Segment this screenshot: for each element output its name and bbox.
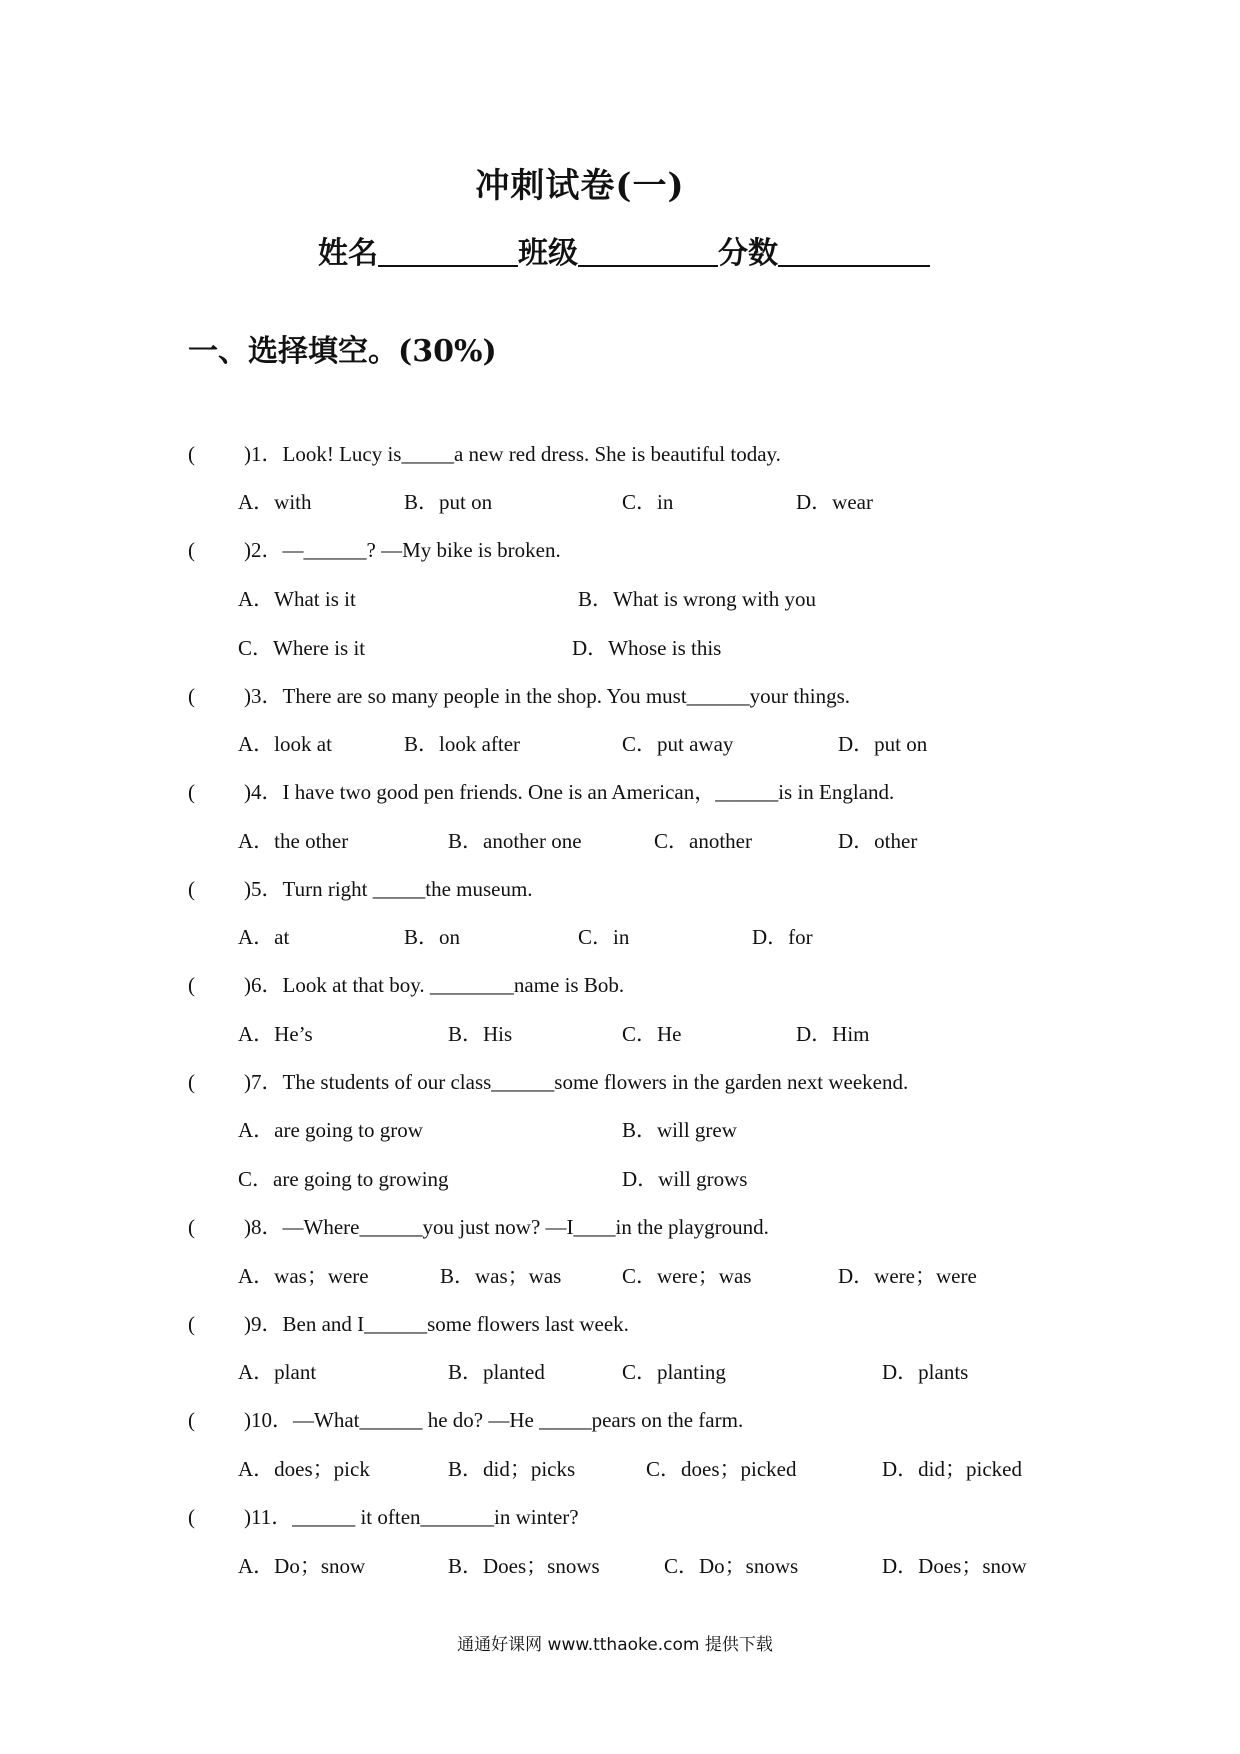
- option-b: B．His: [448, 1022, 513, 1046]
- question-stem: )3．There are so many people in the shop. You must______your things.: [244, 684, 851, 708]
- option-d: D．were；were: [838, 1264, 977, 1288]
- option-d: D．wear: [796, 490, 873, 514]
- answer-paren: (: [188, 538, 195, 562]
- question-stem: )7．The students of our class______some flowers in the garden next weekend.: [244, 1070, 909, 1094]
- answer-paren: (: [188, 1312, 195, 1336]
- option-c: C．does；picked: [646, 1457, 797, 1481]
- option-b: B．What is wrong with you: [578, 587, 816, 611]
- answer-paren: (: [188, 684, 195, 708]
- question-stem: )11．______ it often_______in winter?: [244, 1505, 579, 1529]
- option-b: B．was；was: [440, 1264, 562, 1288]
- answer-paren: (: [188, 442, 195, 466]
- option-b: B．put on: [404, 490, 493, 514]
- option-d: D．for: [752, 925, 813, 949]
- option-c: C．were；was: [622, 1264, 752, 1288]
- option-a: A．at: [238, 925, 290, 949]
- student-info-row: [318, 228, 930, 272]
- question-11: [188, 1501, 579, 1531]
- option-d: D．put on: [838, 732, 928, 756]
- option-c: C．Where is it: [238, 636, 366, 660]
- option-b: B．look after: [404, 732, 521, 756]
- question-9: [188, 1308, 629, 1338]
- name-blank: [378, 235, 518, 267]
- option-d: D．will grows: [622, 1167, 748, 1191]
- option-d: D．plants: [882, 1360, 969, 1384]
- question-5: [188, 873, 533, 903]
- answer-paren: (: [188, 1215, 195, 1239]
- option-b: B．planted: [448, 1360, 545, 1384]
- page-footer: 通通好课网 www.tthaoke.com 提供下载: [457, 1635, 773, 1655]
- question-stem: )1．Look! Lucy is_____a new red dress. She is beautiful today.: [244, 442, 781, 466]
- option-a: A．does；pick: [238, 1457, 370, 1481]
- option-b: B．will grew: [622, 1118, 737, 1142]
- question-stem: )4．I have two good pen friends. One is an American，______is in England.: [244, 780, 895, 804]
- score-label: 分数: [718, 236, 778, 271]
- option-a: A．He’s: [238, 1022, 313, 1046]
- question-stem: )2．—______? —My bike is broken.: [244, 538, 561, 562]
- option-d: D．Does；snow: [882, 1554, 1027, 1578]
- answer-paren: (: [188, 877, 195, 901]
- answer-paren: (: [188, 780, 195, 804]
- option-a: A．plant: [238, 1360, 317, 1384]
- option-a: A．was；were: [238, 1264, 369, 1288]
- class-blank: [578, 235, 718, 267]
- question-1: [188, 438, 781, 468]
- option-a: A．with: [238, 490, 312, 514]
- option-b: B．Does；snows: [448, 1554, 600, 1578]
- question-6: [188, 969, 624, 999]
- option-a: A．are going to grow: [238, 1118, 423, 1142]
- option-b: B．on: [404, 925, 461, 949]
- score-blank: [778, 235, 930, 267]
- option-d: D．Whose is this: [572, 636, 722, 660]
- question-stem: )10．—What______ he do? —He _____pears on the farm.: [244, 1408, 744, 1432]
- question-10: [188, 1404, 743, 1434]
- page-title: 冲刺试卷(一): [475, 166, 685, 206]
- question-stem: )5．Turn right _____the museum.: [244, 877, 533, 901]
- option-c: C．in: [622, 490, 674, 514]
- answer-paren: (: [188, 973, 195, 997]
- option-c: C．put away: [622, 732, 734, 756]
- answer-paren: (: [188, 1408, 195, 1432]
- option-c: C．are going to growing: [238, 1167, 449, 1191]
- class-label: 班级: [518, 236, 578, 271]
- option-a: A．Do；snow: [238, 1554, 366, 1578]
- option-c: C．Do；snows: [664, 1554, 799, 1578]
- option-d: D．did；picked: [882, 1457, 1022, 1481]
- option-c: C．another: [654, 829, 752, 853]
- option-b: B．did；picks: [448, 1457, 576, 1481]
- option-c: C．planting: [622, 1360, 726, 1384]
- question-3: [188, 680, 850, 710]
- section-heading: 一、选择填空。(30%): [188, 334, 497, 369]
- option-b: B．another one: [448, 829, 582, 853]
- option-c: C．He: [622, 1022, 682, 1046]
- option-a: A．the other: [238, 829, 349, 853]
- question-stem: )9．Ben and I______some flowers last week.: [244, 1312, 629, 1336]
- question-stem: )8．—Where______you just now? —I____in the playground.: [244, 1215, 769, 1239]
- answer-paren: (: [188, 1070, 195, 1094]
- answer-paren: (: [188, 1505, 195, 1529]
- option-d: D．other: [838, 829, 918, 853]
- question-7: [188, 1066, 908, 1096]
- question-4: [188, 776, 894, 806]
- question-8: [188, 1211, 769, 1241]
- question-2: [188, 534, 561, 564]
- question-stem: )6．Look at that boy. ________name is Bob.: [244, 973, 625, 997]
- option-c: C．in: [578, 925, 630, 949]
- option-a: A．What is it: [238, 587, 356, 611]
- option-d: D．Him: [796, 1022, 870, 1046]
- name-label: 姓名: [318, 236, 378, 271]
- option-a: A．look at: [238, 732, 332, 756]
